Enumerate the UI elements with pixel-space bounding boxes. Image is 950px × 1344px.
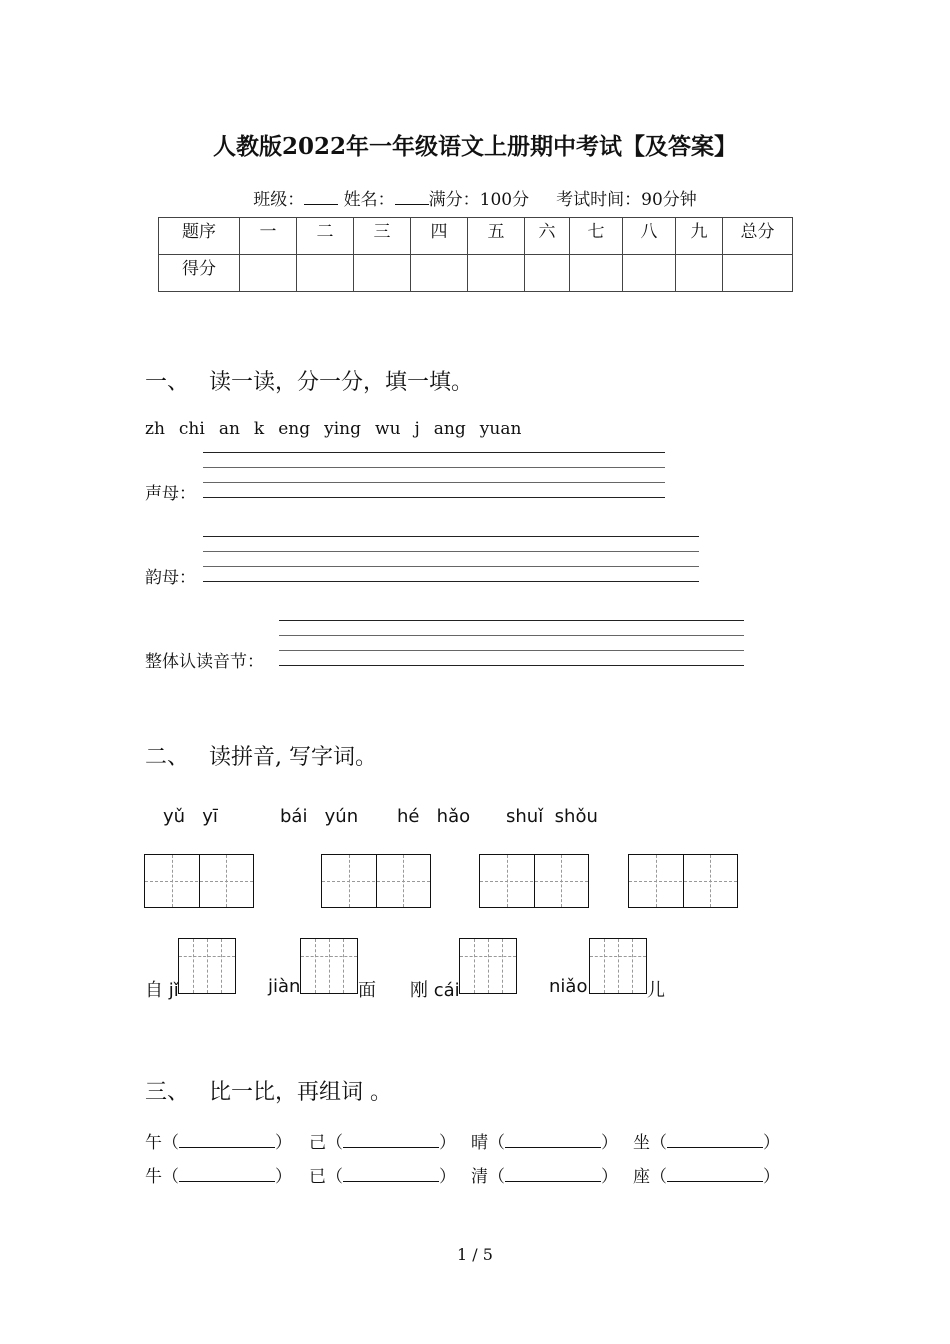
writing-line <box>203 536 699 537</box>
writing-grid[interactable] <box>321 854 431 908</box>
pinyin: hé <box>397 806 420 827</box>
page-number: 1 / 5 <box>457 1245 493 1264</box>
writing-line <box>279 620 744 621</box>
syllable: j <box>414 419 420 439</box>
answer-blank[interactable] <box>179 1133 275 1148</box>
score-cell[interactable] <box>676 255 723 292</box>
answer-blank[interactable] <box>505 1133 601 1148</box>
score-table-score-row <box>159 255 793 292</box>
writing-line <box>203 452 665 453</box>
fill-suffix: 儿 <box>647 980 665 1001</box>
answer-blank[interactable] <box>667 1133 763 1148</box>
header-cell: 五 <box>468 218 525 255</box>
syllable: ang <box>433 419 466 439</box>
syllable: yuan <box>479 419 522 439</box>
answer-blank[interactable] <box>343 1133 439 1148</box>
header-cell: 八 <box>623 218 676 255</box>
score-cell[interactable] <box>570 255 623 292</box>
header-cell: 四 <box>411 218 468 255</box>
writing-grid[interactable] <box>479 854 589 908</box>
paren: （ <box>650 1167 667 1187</box>
paren: ） <box>439 1133 456 1153</box>
paren: ） <box>763 1133 780 1153</box>
compare-item <box>309 1162 456 1187</box>
header-cell: 三 <box>354 218 411 255</box>
syllable: wu <box>375 419 401 439</box>
syllable-list <box>145 419 535 439</box>
fill-suffix: 面 <box>358 980 376 1001</box>
fill-prefix: 自 jǐ <box>145 980 179 1001</box>
name-blank[interactable] <box>395 190 429 205</box>
char-box[interactable] <box>300 938 358 994</box>
score-cell[interactable] <box>240 255 297 292</box>
paren: （ <box>162 1133 179 1153</box>
writing-line <box>279 635 744 636</box>
yunmu-label: 韵母： <box>145 568 196 588</box>
header-cell: 总分 <box>723 218 793 255</box>
section2-title: 读拼音, 写字词。 <box>209 745 377 770</box>
compare-item <box>633 1128 780 1153</box>
syllable: k <box>253 419 265 439</box>
char-box[interactable] <box>589 938 647 994</box>
char-box[interactable] <box>178 938 236 994</box>
pinyin-word-4 <box>506 806 598 827</box>
paren: （ <box>650 1133 667 1153</box>
paren: ） <box>601 1133 618 1153</box>
exam-meta <box>0 185 950 210</box>
fill-prefix: niǎo <box>549 976 588 997</box>
section2-number: 二、 <box>145 745 190 770</box>
pinyin: shǒu <box>554 806 598 827</box>
score-cell[interactable] <box>354 255 411 292</box>
char-box[interactable] <box>459 938 517 994</box>
section3-heading <box>145 1075 392 1106</box>
fill-prefix: jiàn <box>268 976 301 997</box>
row-label: 得分 <box>159 255 240 292</box>
pinyin: yī <box>202 806 218 827</box>
score-cell[interactable] <box>623 255 676 292</box>
page-title: 人教版2022年一年级语文上册期中考试【及答案】 <box>212 133 737 160</box>
pinyin-word-3 <box>397 806 470 827</box>
paren: （ <box>326 1167 343 1187</box>
compare-item <box>145 1162 292 1187</box>
pinyin: yún <box>324 806 359 827</box>
syllable: chi <box>178 419 205 439</box>
pinyin: hǎo <box>436 806 471 827</box>
answer-blank[interactable] <box>179 1167 275 1182</box>
pinyin: yǔ <box>163 806 186 827</box>
header-cell: 一 <box>240 218 297 255</box>
section2-heading <box>145 740 377 771</box>
writing-grid[interactable] <box>628 854 738 908</box>
compare-item <box>309 1128 456 1153</box>
char: 清 <box>471 1167 488 1187</box>
section3-number: 三、 <box>145 1080 190 1105</box>
char: 已 <box>309 1167 326 1187</box>
name-label: 姓名： <box>343 190 395 210</box>
char: 午 <box>145 1133 162 1153</box>
header-cell: 九 <box>676 218 723 255</box>
char: 坐 <box>633 1133 650 1153</box>
writing-line <box>203 566 699 567</box>
writing-line <box>203 551 699 552</box>
answer-blank[interactable] <box>343 1167 439 1182</box>
syllable: zh <box>145 419 165 439</box>
writing-line <box>203 467 665 468</box>
section3-title: 比一比，再组词 。 <box>209 1080 392 1105</box>
syllable: ying <box>324 419 362 439</box>
paren: ） <box>275 1133 292 1153</box>
paren: ） <box>439 1167 456 1187</box>
score-cell[interactable] <box>411 255 468 292</box>
score-cell[interactable] <box>297 255 354 292</box>
char: 晴 <box>471 1133 488 1153</box>
class-blank[interactable] <box>304 190 338 205</box>
compare-item <box>471 1128 618 1153</box>
zhengti-label: 整体认读音节： <box>145 652 264 672</box>
header-cell: 六 <box>525 218 570 255</box>
section1-number: 一、 <box>145 370 190 395</box>
pinyin: shuǐ <box>506 806 544 827</box>
char: 座 <box>633 1167 650 1187</box>
header-cell: 七 <box>570 218 623 255</box>
paren: （ <box>162 1167 179 1187</box>
section1-title: 读一读，分一分，填一填。 <box>209 370 474 395</box>
score-cell[interactable] <box>723 255 793 292</box>
pinyin: bái <box>280 806 308 827</box>
zhengti-answer-line[interactable] <box>279 665 744 666</box>
answer-blank[interactable] <box>505 1167 601 1182</box>
shengmu-label: 声母： <box>145 484 196 504</box>
exam-time: 考试时间：90分钟 <box>556 190 697 210</box>
syllable: eng <box>278 419 311 439</box>
writing-grid[interactable] <box>144 854 254 908</box>
header-cell: 题序 <box>159 218 240 255</box>
section1-heading <box>145 365 473 396</box>
full-score: 满分：100分 <box>428 190 530 210</box>
fill-prefix: 刚 cái <box>410 980 460 1001</box>
paren: ） <box>275 1167 292 1187</box>
score-cell[interactable] <box>525 255 570 292</box>
compare-item <box>471 1162 618 1187</box>
shengmu-answer-line[interactable] <box>203 497 665 498</box>
score-table-header-row <box>159 218 793 255</box>
pinyin-word-2 <box>280 806 358 827</box>
char: 牛 <box>145 1167 162 1187</box>
writing-line <box>203 482 665 483</box>
paren: （ <box>326 1133 343 1153</box>
score-table <box>158 217 793 292</box>
class-label: 班级： <box>253 190 305 210</box>
pinyin-word-1 <box>163 806 218 827</box>
char: 己 <box>309 1133 326 1153</box>
paren: ） <box>601 1167 618 1187</box>
syllable: an <box>218 419 240 439</box>
paren: （ <box>488 1167 505 1187</box>
writing-line <box>279 650 744 651</box>
paren: （ <box>488 1133 505 1153</box>
compare-item <box>145 1128 292 1153</box>
answer-blank[interactable] <box>667 1167 763 1182</box>
header-cell: 二 <box>297 218 354 255</box>
score-cell[interactable] <box>468 255 525 292</box>
yunmu-answer-line[interactable] <box>203 581 699 582</box>
paren: ） <box>763 1167 780 1187</box>
compare-item <box>633 1162 780 1187</box>
